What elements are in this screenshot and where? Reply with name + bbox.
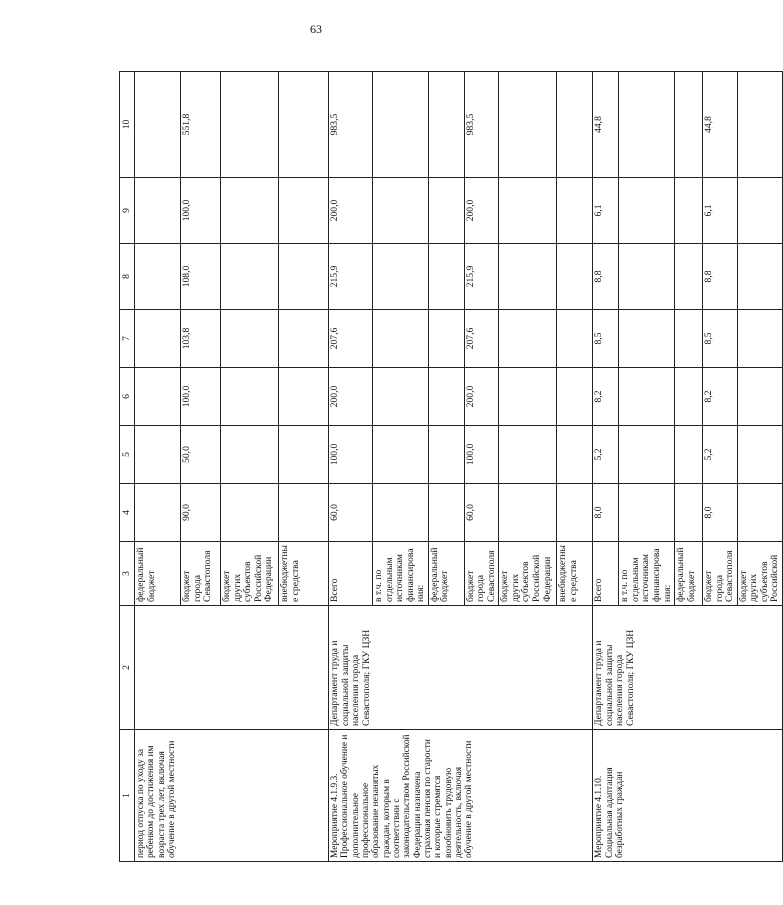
value-cell: 207,6 — [329, 310, 373, 368]
header-row — [120, 72, 135, 862]
value-cell — [135, 426, 181, 484]
value-cell — [675, 72, 703, 178]
value-cell — [135, 484, 181, 542]
value-cell: 200,0 — [464, 368, 499, 426]
header-cell: 10 — [120, 72, 135, 178]
table-row — [593, 72, 619, 862]
value-cell: 60,0 — [329, 484, 373, 542]
value-cell: 100,0 — [329, 426, 373, 484]
value-cell — [675, 244, 703, 310]
value-cell: 8,8 — [593, 244, 619, 310]
executor-cell: Департамент труда и социальной защиты населения города Севастополя; ГКУ ЦЗН — [329, 606, 593, 730]
value-cell — [221, 368, 279, 426]
header-cell: 2 — [120, 606, 135, 730]
value-cell — [373, 72, 429, 178]
rotated-page-content — [119, 72, 781, 862]
value-cell: 90,0 — [181, 484, 221, 542]
value-cell — [279, 178, 329, 244]
funding-source-cell: бюджет других субъектов Российской Федерации — [221, 542, 279, 606]
value-cell — [428, 72, 464, 178]
funding-source-cell: бюджет города Севастополя — [703, 542, 738, 606]
header-cell: 6 — [120, 368, 135, 426]
value-cell — [619, 310, 675, 368]
value-cell — [135, 72, 181, 178]
value-cell: 200,0 — [329, 178, 373, 244]
funding-source-cell: в т.ч. по отдельным источникам финансирования: — [619, 542, 675, 606]
budget-table — [119, 71, 783, 862]
funding-source-cell: внебюджетные средства — [279, 542, 329, 606]
value-cell — [373, 426, 429, 484]
value-cell: 207,6 — [464, 310, 499, 368]
value-cell — [373, 484, 429, 542]
table-row — [329, 72, 373, 862]
value-cell — [499, 368, 557, 426]
funding-source-cell: Всего — [329, 542, 373, 606]
value-cell — [737, 178, 782, 244]
header-cell: 5 — [120, 426, 135, 484]
value-cell: 6,1 — [593, 178, 619, 244]
value-cell — [737, 484, 782, 542]
value-cell — [279, 244, 329, 310]
value-cell — [279, 310, 329, 368]
header-cell: 3 — [120, 542, 135, 606]
value-cell: 5,2 — [593, 426, 619, 484]
value-cell — [499, 484, 557, 542]
value-cell: 200,0 — [464, 178, 499, 244]
value-cell — [373, 310, 429, 368]
header-cell: 4 — [120, 484, 135, 542]
funding-source-cell: внебюджетные средства — [557, 542, 593, 606]
value-cell: 983,5 — [329, 72, 373, 178]
value-cell: 983,5 — [464, 72, 499, 178]
value-cell — [499, 72, 557, 178]
value-cell: 108,0 — [181, 244, 221, 310]
header-cell: 1 — [120, 730, 135, 862]
value-cell — [619, 484, 675, 542]
funding-source-cell: Всего — [593, 542, 619, 606]
value-cell — [557, 72, 593, 178]
value-cell: 8,2 — [703, 368, 738, 426]
table-row — [135, 72, 181, 862]
value-cell: 100,0 — [464, 426, 499, 484]
value-cell: 103,8 — [181, 310, 221, 368]
value-cell — [499, 244, 557, 310]
funding-source-cell: бюджет города Севастополя — [181, 542, 221, 606]
funding-source-cell: федеральный бюджет — [675, 542, 703, 606]
value-cell — [221, 426, 279, 484]
value-cell — [428, 484, 464, 542]
value-cell — [675, 368, 703, 426]
funding-source-cell: федеральный бюджет — [428, 542, 464, 606]
value-cell — [279, 72, 329, 178]
value-cell — [135, 178, 181, 244]
value-cell — [373, 178, 429, 244]
value-cell: 8,8 — [703, 244, 738, 310]
value-cell — [737, 310, 782, 368]
header-cell: 8 — [120, 244, 135, 310]
value-cell: 215,9 — [464, 244, 499, 310]
value-cell — [279, 484, 329, 542]
value-cell — [557, 368, 593, 426]
value-cell — [428, 178, 464, 244]
value-cell — [373, 368, 429, 426]
value-cell: 8,0 — [593, 484, 619, 542]
measure-cell: Мероприятие 4.1.10. Социальная адаптация безработных граждан — [593, 730, 783, 862]
value-cell — [619, 72, 675, 178]
value-cell — [619, 426, 675, 484]
value-cell — [619, 244, 675, 310]
value-cell — [499, 178, 557, 244]
value-cell — [557, 484, 593, 542]
value-cell: 200,0 — [329, 368, 373, 426]
value-cell — [428, 244, 464, 310]
value-cell: 8,0 — [703, 484, 738, 542]
value-cell: 44,8 — [703, 72, 738, 178]
measure-cell: период отпуска по уходу за ребенком до достижения им возраста трех лет, включая обучение в другой местности — [135, 730, 329, 862]
value-cell — [135, 244, 181, 310]
value-cell — [619, 368, 675, 426]
header-cell: 7 — [120, 310, 135, 368]
value-cell — [279, 368, 329, 426]
value-cell — [557, 310, 593, 368]
funding-source-cell: в т.ч. по отдельным источникам финансирования: — [373, 542, 429, 606]
funding-source-cell: бюджет города Севастополя — [464, 542, 499, 606]
value-cell: 551,8 — [181, 72, 221, 178]
value-cell: 8,5 — [593, 310, 619, 368]
value-cell — [135, 368, 181, 426]
executor-cell: Департамент труда и социальной защиты населения города Севастополя; ГКУ ЦЗН — [593, 606, 783, 730]
value-cell — [737, 244, 782, 310]
value-cell — [737, 426, 782, 484]
value-cell — [135, 310, 181, 368]
value-cell — [675, 426, 703, 484]
value-cell: 100,0 — [181, 368, 221, 426]
page-number: 63 — [310, 22, 322, 36]
value-cell — [428, 310, 464, 368]
value-cell: 6,1 — [703, 178, 738, 244]
value-cell — [373, 244, 429, 310]
value-cell — [279, 426, 329, 484]
funding-source-cell: бюджет других субъектов Российской Федерации — [499, 542, 557, 606]
value-cell — [428, 426, 464, 484]
funding-source-cell: бюджет других субъектов Российской — [737, 542, 782, 606]
value-cell: 215,9 — [329, 244, 373, 310]
value-cell — [499, 426, 557, 484]
value-cell: 60,0 — [464, 484, 499, 542]
value-cell — [428, 368, 464, 426]
value-cell — [737, 368, 782, 426]
value-cell — [557, 244, 593, 310]
measure-cell: Мероприятие 4.1.9.3. Профессиональное обучение и дополнительное профессиональное образование незанятых граждан, которым в соответствии с законодательством Российской Федерации назначена страховая пенсия по старости и которые стремятся возобновить трудовую деятельность, включая обучение в другой местности — [329, 730, 593, 862]
value-cell — [221, 178, 279, 244]
value-cell — [499, 310, 557, 368]
executor-cell — [135, 606, 329, 730]
value-cell: 5,2 — [703, 426, 738, 484]
value-cell: 50,0 — [181, 426, 221, 484]
value-cell — [737, 72, 782, 178]
value-cell: 8,2 — [593, 368, 619, 426]
value-cell — [675, 484, 703, 542]
table-body — [120, 72, 783, 862]
funding-source-cell: федеральный бюджет — [135, 542, 181, 606]
value-cell — [557, 426, 593, 484]
value-cell — [221, 310, 279, 368]
value-cell — [619, 178, 675, 244]
header-cell: 9 — [120, 178, 135, 244]
value-cell — [557, 178, 593, 244]
value-cell: 8,5 — [703, 310, 738, 368]
value-cell — [221, 484, 279, 542]
value-cell — [675, 178, 703, 244]
value-cell: 100,0 — [181, 178, 221, 244]
value-cell — [675, 310, 703, 368]
value-cell — [221, 72, 279, 178]
value-cell: 44,8 — [593, 72, 619, 178]
value-cell — [221, 244, 279, 310]
